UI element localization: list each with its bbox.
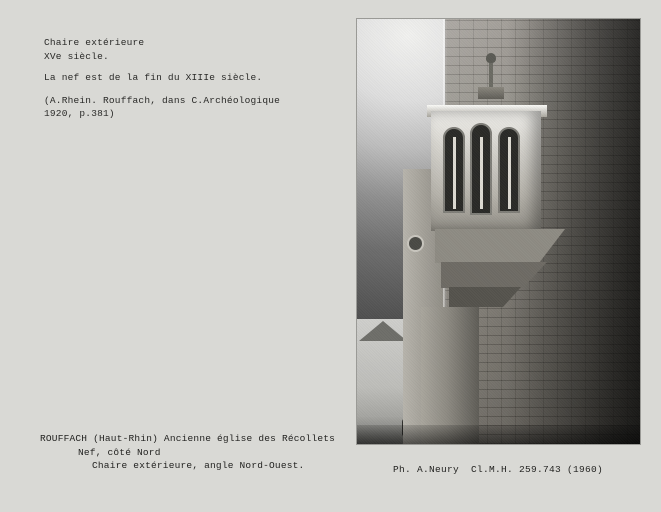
top-note-line-4: (A.Rhein. Rouffach, dans C.Archéologique: [44, 94, 281, 106]
caption-line-1: ROUFFACH (Haut-Rhin) Ancienne église des Récollets: [40, 433, 336, 444]
finial-base: [478, 87, 504, 99]
corbel-lower: [449, 287, 521, 307]
finial-top: [486, 53, 496, 63]
credit-line: Ph. A.Neury Cl.M.H. 259.743 (1960): [393, 464, 604, 475]
caption-block: [40, 432, 380, 473]
caption-line-2: Nef, côté Nord: [78, 446, 161, 458]
top-note-line-5: 1920, p.381): [44, 108, 115, 119]
photo-bottom-shadow: [357, 425, 640, 444]
oculus-window: [409, 237, 422, 250]
buttress: [421, 307, 479, 444]
corbel-upper: [435, 229, 565, 263]
photograph-image: [357, 19, 640, 444]
top-note-block: [44, 36, 344, 121]
mullion-3: [508, 137, 511, 209]
corbel-middle: [441, 262, 547, 288]
top-note-line-1: Chaire extérieure: [44, 37, 145, 48]
photograph: [357, 19, 640, 444]
mullion-1: [453, 137, 456, 209]
top-note-line-3: La nef est de la fin du XIIIe siècle.: [44, 72, 263, 83]
top-note-line-2: XVe siècle.: [44, 50, 109, 62]
house-roof: [359, 321, 407, 341]
mullion-2: [480, 137, 483, 209]
caption-line-3: Chaire extérieure, angle Nord-Ouest.: [92, 460, 305, 471]
